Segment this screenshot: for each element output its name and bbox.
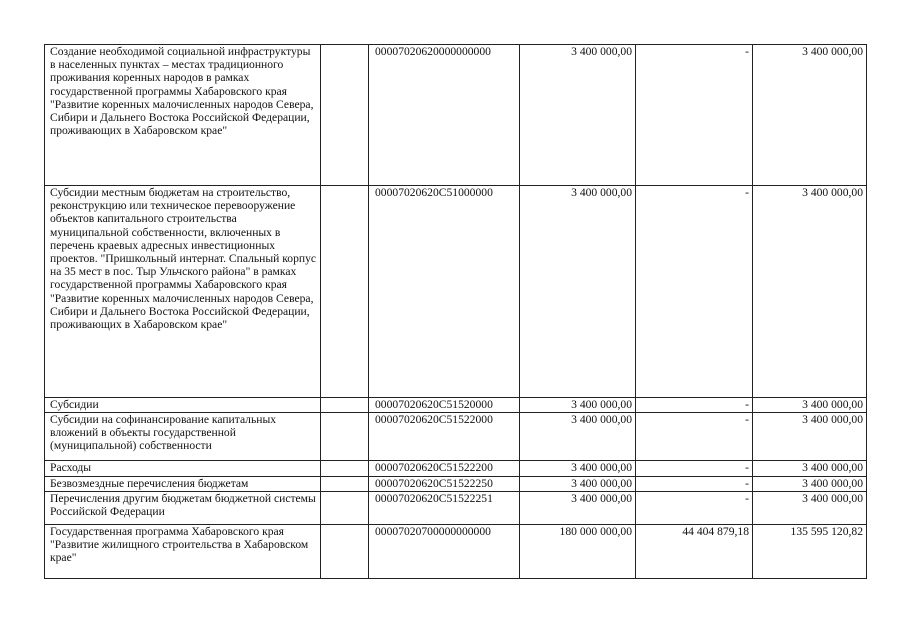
- row-name-cell: Субсидии: [45, 398, 321, 413]
- row-approved-cell: 3 400 000,00: [520, 398, 636, 413]
- row-remaining-cell: 3 400 000,00: [753, 492, 867, 525]
- row-approved-cell: 3 400 000,00: [520, 186, 636, 398]
- row-remaining-cell: 3 400 000,00: [753, 413, 867, 461]
- table-row: [45, 525, 867, 579]
- row-remaining-cell: 3 400 000,00: [753, 461, 867, 477]
- row-name-cell: Субсидии местным бюджетам на строительство, реконструкцию или техническое перевооружение объектов капитального строительства муниципальной собственности, включенных в перечень краевых адресных инвестиционных проектов. "Пришкольный интернат. Спальный корпус на 35 мест в пос. Тыр Ульчского района" в рамках государственной программы Хабаровского края "Развитие коренных малочисленных народов Севера, Сибири и Дальнего Востока Российской Федерации, проживающих в Хабаровском крае": [45, 186, 321, 398]
- table-row: [45, 477, 867, 492]
- row-name-cell: Создание необходимой социальной инфраструктуры в населенных пунктах – местах традиционного проживания коренных народов в рамках государственной программы Хабаровского края "Развитие коренных малочисленных народов Севера, Сибири и Дальнего Востока Российской Федерации, проживающих в Хабаровском крае": [45, 45, 321, 186]
- empty-cell: [321, 45, 369, 186]
- table-row: [45, 186, 867, 398]
- empty-cell: [321, 461, 369, 477]
- row-code-cell: 00007020620C51522000: [369, 413, 520, 461]
- table-row: [45, 413, 867, 461]
- row-executed-cell: 44 404 879,18: [636, 525, 753, 579]
- row-executed-cell: -: [636, 398, 753, 413]
- row-executed-cell: -: [636, 492, 753, 525]
- row-code-cell: 00007020620000000000: [369, 45, 520, 186]
- row-name-cell: Государственная программа Хабаровского края "Развитие жилищного строительства в Хабаровском крае": [45, 525, 321, 579]
- row-executed-cell: -: [636, 45, 753, 186]
- row-approved-cell: 180 000 000,00: [520, 525, 636, 579]
- row-name-cell: Расходы: [45, 461, 321, 477]
- row-code-cell: 00007020620C51522251: [369, 492, 520, 525]
- row-code-cell: 00007020620C51520000: [369, 398, 520, 413]
- empty-cell: [321, 186, 369, 398]
- row-approved-cell: 3 400 000,00: [520, 413, 636, 461]
- table-row: [45, 45, 867, 186]
- empty-cell: [321, 398, 369, 413]
- budget-execution-table: [44, 44, 867, 579]
- row-remaining-cell: 3 400 000,00: [753, 45, 867, 186]
- row-code-cell: 00007020700000000000: [369, 525, 520, 579]
- empty-cell: [321, 492, 369, 525]
- row-executed-cell: -: [636, 413, 753, 461]
- row-remaining-cell: 3 400 000,00: [753, 398, 867, 413]
- table-row: [45, 461, 867, 477]
- row-name-cell: Безвозмездные перечисления бюджетам: [45, 477, 321, 492]
- row-approved-cell: 3 400 000,00: [520, 45, 636, 186]
- row-remaining-cell: 135 595 120,82: [753, 525, 867, 579]
- table-row: [45, 492, 867, 525]
- row-code-cell: 00007020620C51000000: [369, 186, 520, 398]
- row-remaining-cell: 3 400 000,00: [753, 186, 867, 398]
- table-row: [45, 398, 867, 413]
- row-executed-cell: -: [636, 461, 753, 477]
- row-name-cell: Перечисления другим бюджетам бюджетной системы Российской Федерации: [45, 492, 321, 525]
- row-remaining-cell: 3 400 000,00: [753, 477, 867, 492]
- row-executed-cell: -: [636, 477, 753, 492]
- row-approved-cell: 3 400 000,00: [520, 461, 636, 477]
- row-code-cell: 00007020620C51522250: [369, 477, 520, 492]
- row-name-cell: Субсидии на софинансирование капитальных вложений в объекты государственной (муниципальной) собственности: [45, 413, 321, 461]
- empty-cell: [321, 477, 369, 492]
- row-approved-cell: 3 400 000,00: [520, 477, 636, 492]
- empty-cell: [321, 525, 369, 579]
- row-executed-cell: -: [636, 186, 753, 398]
- row-approved-cell: 3 400 000,00: [520, 492, 636, 525]
- row-code-cell: 00007020620C51522200: [369, 461, 520, 477]
- empty-cell: [321, 413, 369, 461]
